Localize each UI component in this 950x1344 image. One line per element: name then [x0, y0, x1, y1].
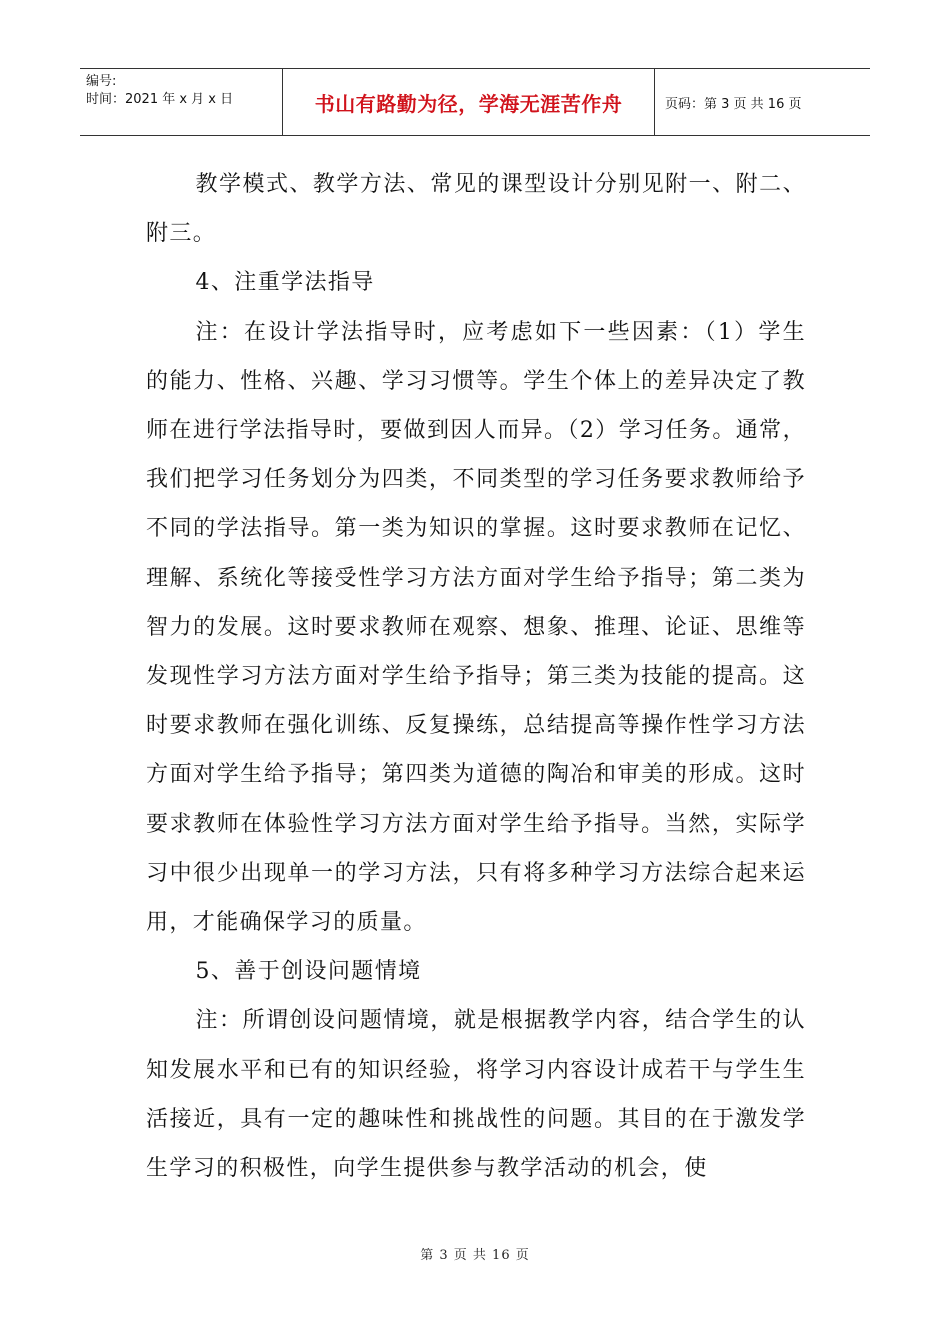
page-footer: 第 3 页 共 16 页	[420, 1248, 530, 1263]
document-number-label: 编号:	[86, 74, 117, 89]
header-page-info: 页码：第 3 页 共 16 页	[665, 96, 802, 112]
paragraph: 注：所谓创设问题情境，就是根据教学内容，结合学生的认知发展水平和已有的知识经验，将学习内容设计成若干与学生生活接近，具有一定的趣味性和挑战性的问题。其目的在于激发学生学习的积极性，向学生提供参与教学活动的机会，使	[146, 1008, 806, 1182]
document-time: 时间：2021 年 x 月 x 日	[86, 92, 234, 107]
header-motto: 书山有路勤为径，学海无涯苦作舟	[283, 69, 655, 135]
paragraph: 注：在设计学法指导时，应考虑如下一些因素：（1）学生的能力、性格、兴趣、学习习惯等。学生个体上的差异决定了教师在进行学法指导时，要做到因人而异。（2）学习任务。通常，我们把学习任务划分为四类，不同类型的学习任务要求教师给予不同的学法指导。第一类为知识的掌握。这时要求教师在记忆、理解、系统化等接受性学习方法方面对学生给予指导；第二类为智力的发展。这时要求教师在观察、想象、推理、论证、思维等发现性学习方法方面对学生给予指导；第三类为技能的提高。这时要求教师在强化训练、反复操练，总结提高等操作性学习方法方面对学生给予指导；第四类为道德的陶冶和审美的形成。这时要求教师在体验性学习方法方面对学生给予指导。当然，实际学习中很少出现单一的学习方法，只有将多种学习方法综合起来运用，才能确保学习的质量。	[146, 319, 806, 936]
document-body	[146, 160, 806, 1193]
paragraph: 教学模式、教学方法、常见的课型设计分别见附一、附二、附三。	[146, 172, 806, 247]
header-meta	[80, 69, 283, 135]
section-heading: 4、注重学法指导	[195, 270, 375, 296]
page-header	[80, 68, 870, 136]
section-heading: 5、善于创设问题情境	[195, 959, 422, 985]
